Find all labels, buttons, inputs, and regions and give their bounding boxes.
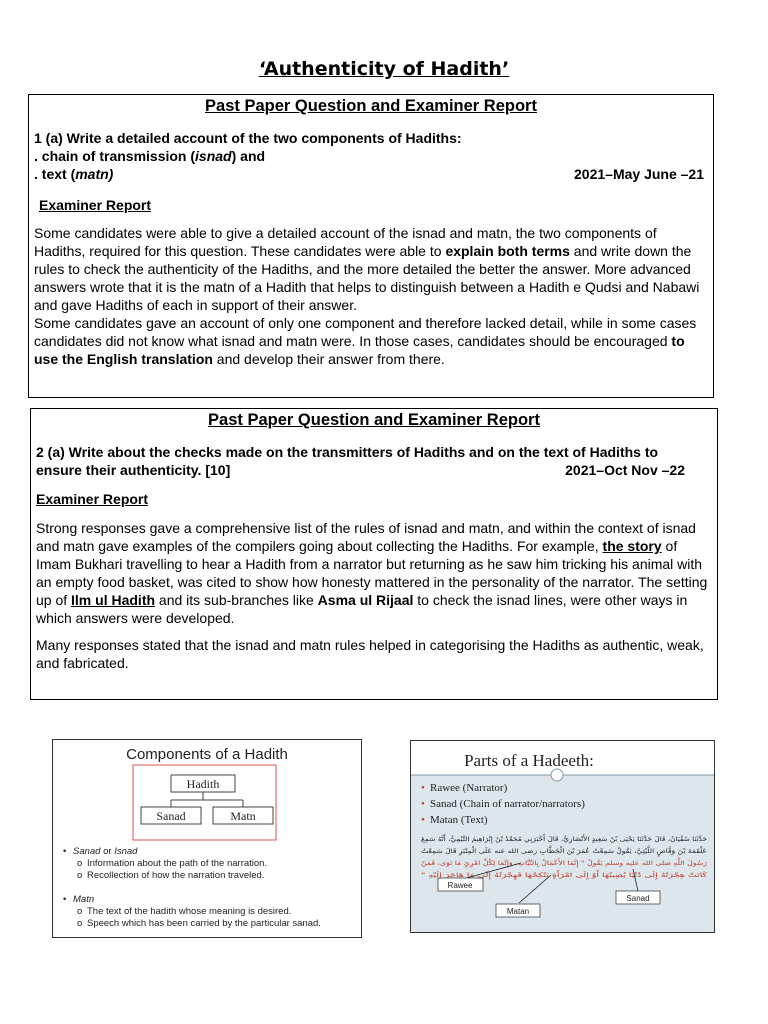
examiner-report-1-paragraph-2: Some candidates gave an account of only one component and therefore lacked detail, while in some cases candidates did not know what isnad and matn were. In those cases, candidates should be encouraged to use the English translation and develop their answer from there. [34, 315, 697, 367]
matn-node-label: Matn [230, 809, 256, 823]
bullet-dot: • [421, 798, 425, 810]
part-sanad: Sanad (Chain of narrator/narrators) [430, 798, 585, 810]
sanad-label: Sanad [626, 894, 650, 903]
question-1-bullet-isnad: . chain of transmission (isnad) and [34, 148, 266, 164]
bullet-matn: Matn [73, 894, 95, 905]
bullet-sanad: Sanad or Isnad [73, 846, 138, 857]
question-1-bullet-matn: . text (matn) 2021–May June –21 [34, 166, 704, 182]
components-slide-title: Components of a Hadith [126, 746, 288, 763]
bullet-dot: • [63, 894, 67, 905]
sub-bullet: o [77, 858, 83, 869]
matan-label: Matan [506, 907, 530, 916]
rawee-label: Rawee [447, 881, 473, 890]
question-2-line-1: 2 (a) Write about the checks made on the transmitters of Hadiths and on the text of Hadiths to [36, 444, 659, 460]
arabic-line-1: حَدَّثَنَا سُفْيَانُ، قَالَ حَدَّثَنَا يَحْيَى بْنُ سَعِيدٍ الأَنْصَارِيُّ، قَالَ أَخْبَرَنِي مُحَمَّدُ بْنُ إِبْرَاهِيمَ التَّيْمِيُّ، أَنَّهُ سَمِعَ [421, 836, 663, 843]
part-matan: Matan (Text) [430, 814, 488, 826]
question-2-line-2: ensure their authenticity. [10] 2021–Oct Nov –22 [36, 462, 685, 478]
bullet-dot: • [63, 846, 67, 857]
sanad-info-2: Recollection of how the narration traveled. [87, 870, 265, 881]
arabic-line-3: رَسُولَ اللَّهِ صلى الله عليه وسلم يَقُولُ ‏"‏ إِنَّمَا الأَعْمَالُ بِالنِّيَّاتِ، وَإِنَّمَا لِكُلِّ امْرِئٍ مَا نَوَى، فَمَنْ [421, 860, 650, 867]
parts-slide-title: Parts of a Hadeeth: [464, 751, 594, 770]
sub-bullet: o [77, 906, 83, 917]
hadith-node-label: Hadith [186, 777, 220, 791]
page-title: ‘Authenticity of Hadith’ [258, 58, 510, 80]
question-1-line: 1 (a) Write a detailed account of the two components of Hadiths: [34, 130, 462, 146]
examiner-report-1-paragraph-1: Some candidates were able to give a detailed account of the isnad and matn, the two components of Hadiths, required for this question. These candidates were able to explain both terms and write down the rules to check the authenticity of the Hadiths, and the more detailed the better the answer. More advanced answers wrote that it is the matn of a Hadith that helps to distinguish between a Hadith e Qudsi and Nabawi and gave Hadiths of each in support of their answer. [34, 225, 700, 313]
sub-bullet: o [77, 870, 83, 881]
examiner-report-2-paragraph-2: Many responses stated that the isnad and matn rules helped in categorising the Hadiths as authentic, weak, and fabricated. [36, 637, 704, 671]
matn-info-1: The text of the hadith whose meaning is desired. [87, 906, 292, 917]
section-2-heading: Past Paper Question and Examiner Report [208, 411, 540, 429]
question-box-1 [28, 94, 714, 398]
components-slide [52, 739, 362, 938]
section-1-heading: Past Paper Question and Examiner Report [205, 97, 537, 115]
matn-info-2: Speech which has been carried by the particular sanad. [87, 918, 321, 929]
sub-bullet: o [77, 918, 83, 929]
sanad-info-1: Information about the path of the narration. [87, 858, 268, 869]
question-box-2 [30, 408, 718, 700]
parts-slide [410, 740, 715, 933]
bullet-dot: • [421, 782, 425, 794]
sanad-node-label: Sanad [156, 809, 186, 823]
divider-circle [551, 769, 563, 781]
examiner-report-1-label: Examiner Report [39, 197, 152, 213]
arabic-line-2: عَلْقَمَةَ بْنَ وَقَّاصٍ اللَّيْثِيَّ، يَقُولُ سَمِعْتُ عُمَرَ بْنَ الْخَطَّابِ رضى الله عنه عَلَى الْمِنْبَرِ قَالَ سَمِعْتُ [421, 848, 657, 855]
question-2-date: 2021–Oct Nov –22 [565, 462, 685, 478]
arabic-line-4: كَانَتْ هِجْرَتُهُ إِلَى دُنْيَا يُصِيبُهَا أَوْ إِلَى امْرَأَةٍ يَنْكِحُهَا فَهِجْرَتُهُ إِلَى مَا هَاجَرَ إِلَيْهِ ‏" [421, 872, 609, 879]
bullet-dot: • [421, 814, 425, 826]
examiner-report-2-label: Examiner Report [36, 491, 149, 507]
part-rawee: Rawee (Narrator) [430, 782, 508, 794]
examiner-report-2-paragraph-1: Strong responses gave a comprehensive list of the rules of isnad and matn, and within the context of isnad and matn gave examples of the compilers going about collecting the Hadiths. For example, the story of Imam Bukhari travelling to hear a Hadith from a narrator but returning as he saw him tricking his animal with an empty food basket, was cited to show how honesty mattered in the personality of the narrator. The setting up of Ilm ul Hadith and its sub-branches like Asma ul Rijaal to check the isnad lines, were other ways in which answers were developed. [36, 520, 708, 626]
question-1-date: 2021–May June –21 [574, 166, 704, 182]
